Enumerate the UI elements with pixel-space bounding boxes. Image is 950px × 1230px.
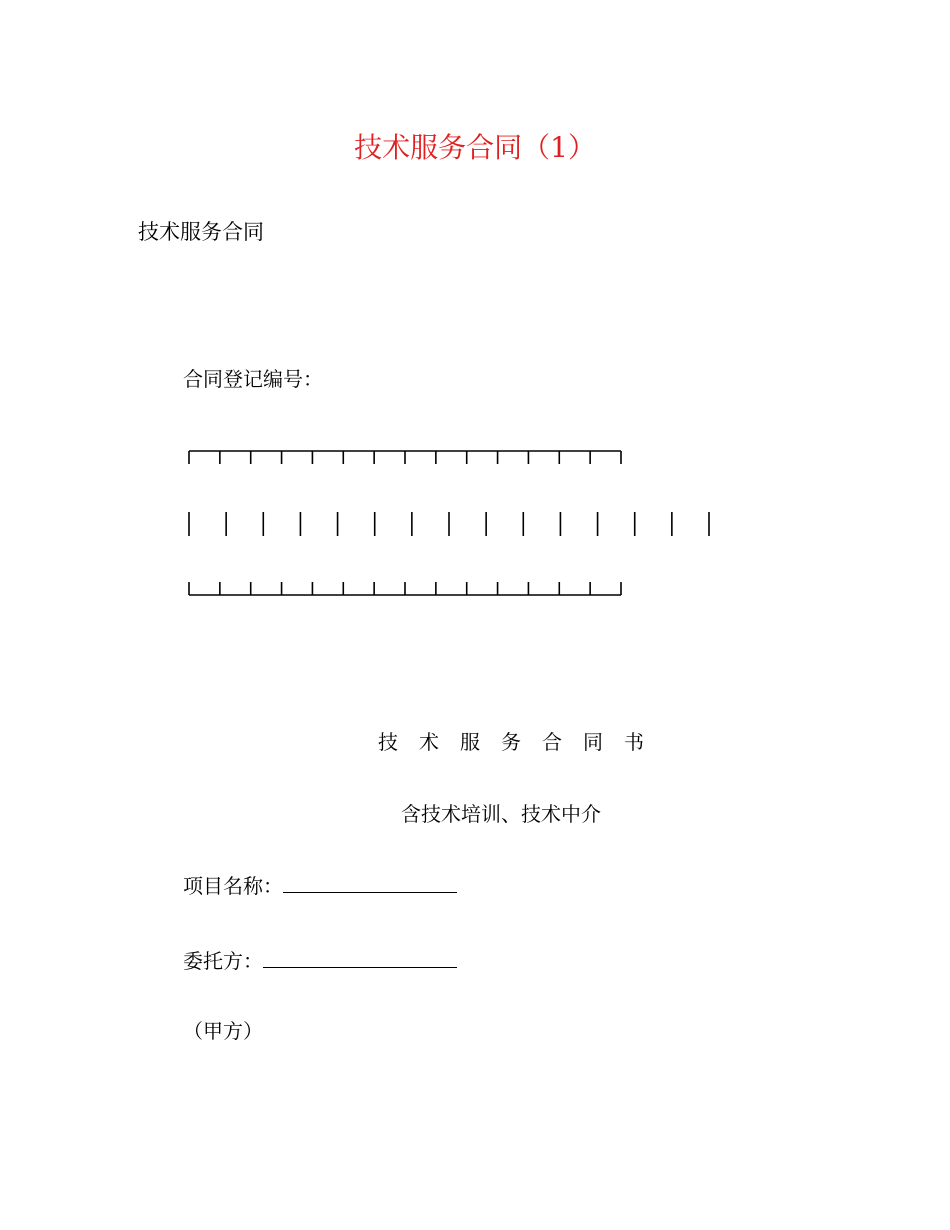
registration-number-boxes xyxy=(180,440,740,605)
project-name-field xyxy=(183,870,457,902)
client-label: 委托方： xyxy=(183,949,263,973)
client-field xyxy=(183,945,457,977)
party-a-label: （甲方） xyxy=(183,1019,263,1043)
client-blank[interactable] xyxy=(263,945,457,968)
contract-book-subtitle: 含技术培训、技术中介 xyxy=(401,802,601,826)
project-name-blank[interactable] xyxy=(283,870,457,893)
contract-book-title: 技术服务合同书 xyxy=(378,730,665,754)
project-name-label: 项目名称： xyxy=(183,874,283,898)
document-subtitle: 技术服务合同 xyxy=(138,220,264,244)
document-title: 技术服务合同（1） xyxy=(354,131,596,164)
registration-number-label: 合同登记编号： xyxy=(183,367,323,391)
